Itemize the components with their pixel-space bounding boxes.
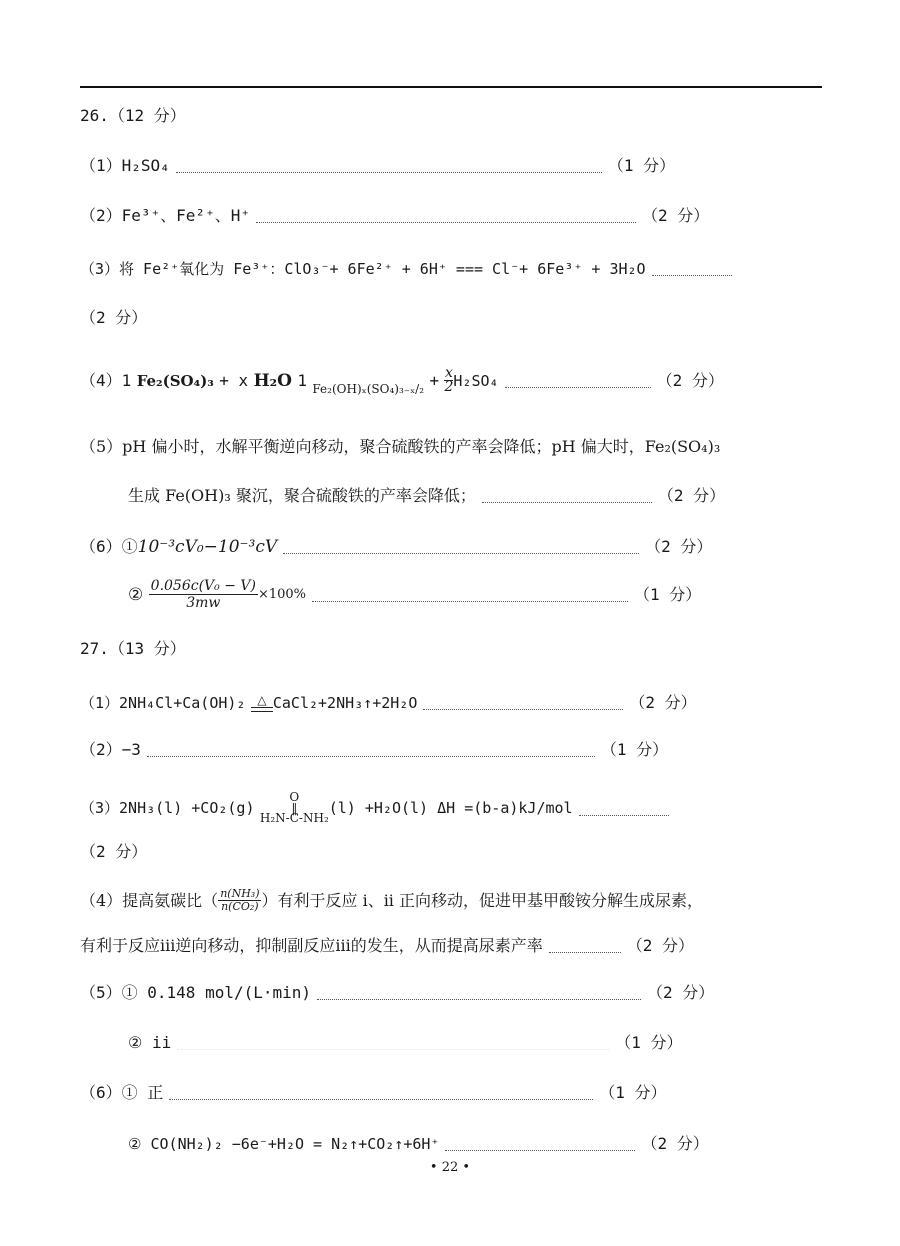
dotted-leader: [176, 172, 602, 173]
q26-p4-coef: 1: [297, 370, 307, 390]
q26-part5-line2: [128, 481, 822, 509]
q27-part1: [80, 688, 822, 716]
equals-sign: [251, 707, 273, 712]
dotted-leader: [579, 815, 669, 816]
q26-part2: [80, 201, 822, 229]
q26-part3: [80, 254, 822, 282]
dotted-leader: [177, 1049, 609, 1050]
q26-p4-product2: H₂SO₄: [453, 371, 499, 390]
q27-part5-1: [80, 978, 822, 1006]
urea-structure: [260, 791, 329, 825]
q26-p2-score: （2 分）: [641, 205, 710, 225]
dotted-leader: [505, 387, 651, 388]
q27-p4-fraction: [218, 888, 261, 913]
q27-p1-score: （2 分）: [629, 692, 697, 712]
q26-part3-score: [80, 303, 822, 331]
q27-p6-score2: （2 分）: [641, 1133, 709, 1153]
q27-p3-right: (l) +H₂O(l) ΔH =(b-a)kJ/mol: [328, 799, 573, 817]
q26-p5-line2: 生成 Fe(OH)₃ 聚沉，聚合硫酸铁的产率会降低；: [128, 485, 476, 505]
q26-p6-pct: ×100%: [257, 586, 307, 602]
q26-p3-score: （2 分）: [80, 307, 148, 327]
q27-part3-score: [80, 837, 822, 865]
q26-p6-frac-den: 3mw: [186, 595, 221, 611]
heating-condition: △: [257, 692, 267, 707]
q27-p5-lead2: ② ii: [128, 1032, 172, 1052]
q26-part6-2: [128, 578, 822, 618]
q26-p6-score1: （2 分）: [645, 536, 713, 556]
q26-p4-reactant2: H₂O: [253, 370, 292, 391]
dotted-leader: [283, 553, 639, 554]
q26-part4: [80, 366, 822, 406]
q26-p4-reactant1: Fe₂(SO₄)₃: [136, 371, 214, 390]
dotted-leader: [549, 952, 621, 953]
q27-p5-lead1: （5）① 0.148 mol/(L·min): [80, 982, 312, 1002]
q26-p5-line1: （5）pH 偏小时，水解平衡逆向移动，聚合硫酸铁的产率会降低；pH 偏大时，Fe₂(SO₄)₃: [80, 436, 721, 456]
q27-part3: [80, 791, 822, 831]
q27-p4-line2: 有利于反应iii逆向移动，抑制副反应iii的发生，从而提高尿素产率: [80, 935, 543, 955]
q27-p3-left: （3）2NH₃(l) +CO₂(g): [80, 799, 255, 817]
page-number: • 22 •: [429, 1160, 471, 1175]
q27-p5-score2: （1 分）: [615, 1032, 683, 1052]
q27-part4-line1: [80, 886, 822, 920]
q26-heading-text: 26.（12 分）: [80, 105, 186, 125]
q26-p6-expr1: 10⁻³cV₀−10⁻³cV: [137, 536, 278, 557]
q26-part5-line1: [80, 432, 822, 460]
dotted-leader: [256, 222, 636, 223]
q26-p4-lead: （4）1: [80, 370, 132, 390]
q27-p2-text: （2）−3: [80, 739, 141, 759]
q27-p3-score: （2 分）: [80, 841, 148, 861]
urea-double-bond: ‖: [291, 801, 298, 815]
q26-p1-score: （1 分）: [607, 155, 676, 175]
q26-p4-score: （2 分）: [656, 370, 724, 390]
q27-p6-lead2: ② CO(NH₂)₂ −6e⁻+H₂O = N₂↑+CO₂↑+6H⁺: [128, 1134, 440, 1153]
q27-part5-2: [128, 1028, 822, 1056]
q26-p4-plus2: +: [429, 370, 440, 390]
q27-p4-score: （2 分）: [626, 935, 694, 955]
q26-heading: [80, 101, 822, 129]
q27-heading-text: 27.（13 分）: [80, 638, 186, 658]
q27-p1-left: （1）2NH₄Cl+Ca(OH)₂: [80, 693, 246, 712]
q26-p5-score: （2 分）: [657, 485, 726, 505]
dotted-leader: [423, 709, 623, 710]
q27-part6-1: [80, 1078, 822, 1106]
dotted-leader: [169, 1099, 593, 1100]
q26-p4-coef-frac: [444, 367, 453, 394]
header-rule: [80, 86, 822, 88]
q26-p4-product: Fe₂(OH)ₓ(SO₄)₃₋ₓ/₂: [312, 381, 425, 396]
q27-part2: [80, 735, 822, 763]
dotted-leader: [312, 601, 628, 602]
q27-p2-score: （1 分）: [600, 739, 669, 759]
dotted-leader: [445, 1150, 635, 1151]
q26-p6-lead2: ②: [128, 584, 144, 605]
q27-p4-tail1: ）有利于反应 i、ii 正向移动，促进甲基甲酸铵分解生成尿素，: [261, 890, 704, 910]
q27-part4-line2: [80, 931, 822, 959]
q26-p4-coef-x: x: [444, 365, 453, 381]
q27-p6-lead1: （6）① 正: [80, 1082, 164, 1102]
dotted-leader: [482, 502, 652, 503]
q26-p1-text: （1）H₂SO₄: [80, 155, 170, 175]
q27-p4-frac-den: n(CO₂): [221, 900, 259, 913]
dotted-leader: [147, 756, 595, 757]
q27-heading: [80, 634, 822, 662]
q27-p1-right: CaCl₂+2NH₃↑+2H₂O: [272, 693, 418, 712]
q26-part6-1: [80, 532, 822, 560]
q27-part6-2: [128, 1129, 822, 1157]
dotted-leader: [652, 275, 732, 276]
dotted-leader: [317, 999, 641, 1000]
q26-p6-lead1: （6）①: [80, 536, 138, 556]
q27-p1-arrow: [251, 694, 273, 712]
q26-p4-plus1: + x: [219, 370, 249, 390]
q26-p4-coef-2: 2: [444, 379, 454, 395]
q26-p6-frac-num: 0.056c(V₀ − V): [150, 578, 256, 594]
q27-p5-score1: （2 分）: [647, 982, 715, 1002]
q27-p4-frac-num: n(NH₃): [220, 887, 260, 900]
q27-p4-lead: （4）提高氨碳比（: [80, 890, 219, 910]
q27-p6-score1: （1 分）: [599, 1082, 667, 1102]
urea-formula: H₂N-C-NH₂: [259, 811, 329, 825]
q26-p6-fraction: [149, 578, 258, 611]
q26-p6-score2: （1 分）: [634, 584, 702, 604]
q26-p3-text: （3）将 Fe²⁺氧化为 Fe³⁺：ClO₃⁻+ 6Fe²⁺ + 6H⁺ === Cl⁻+ 6Fe³⁺ + 3H₂O: [80, 259, 646, 278]
urea-oxygen: O: [289, 790, 300, 804]
q26-p2-text: （2）Fe³⁺、Fe²⁺、H⁺: [80, 205, 250, 225]
q26-part1: [80, 151, 822, 179]
